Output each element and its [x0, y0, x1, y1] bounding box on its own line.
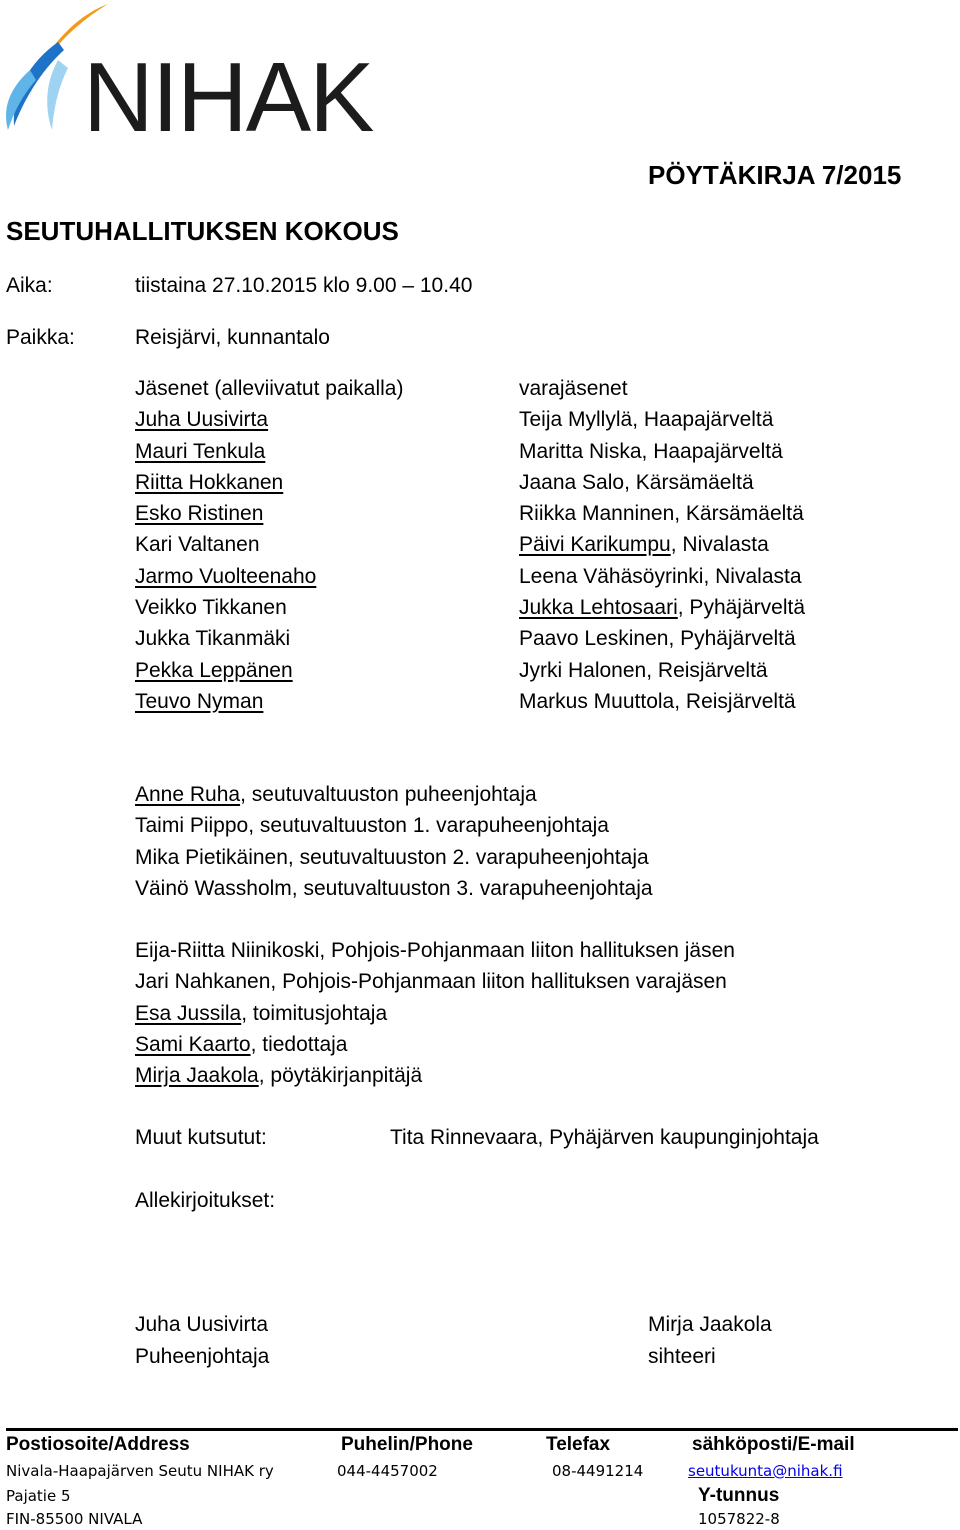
- other-name: Esa Jussila: [135, 1001, 242, 1025]
- member-item: Riitta Hokkanen: [135, 470, 284, 494]
- deputy-name: Päivi Karikumpu: [519, 533, 671, 557]
- footer-ytunnus-label: Y-tunnus: [698, 1485, 780, 1506]
- deputy-item: [519, 592, 805, 623]
- time-label: Aika:: [6, 274, 53, 297]
- deputy-name: Leena Vähäsöyrinki: [519, 564, 704, 588]
- deputy-item: [519, 404, 805, 435]
- footer-phone-header: Puhelin/Phone: [341, 1434, 473, 1455]
- deputy-town: , Kärsämäeltä: [624, 470, 754, 494]
- members-header: Jäsenet (alleviivatut paikalla): [135, 377, 404, 400]
- signature-left-name: Juha Uusivirta: [135, 1313, 269, 1336]
- member-item: Jukka Tikanmäki: [135, 627, 291, 651]
- deputy-item: [519, 655, 805, 686]
- nihak-logo: [0, 0, 373, 152]
- deputy-town: , Nivalasta: [703, 564, 802, 588]
- other-role: , tiedottaja: [250, 1032, 348, 1056]
- deputy-name: Jaana Salo: [519, 470, 625, 494]
- footer-email-header: sähköposti/E-mail: [692, 1434, 855, 1455]
- deputy-name: Paavo Leskinen: [519, 627, 669, 651]
- other-item: [135, 935, 735, 966]
- deputy-item: [519, 561, 805, 592]
- footer-email-link[interactable]: seutukunta@nihak.fi: [688, 1462, 843, 1480]
- signature-right-name: Mirja Jaakola: [648, 1313, 772, 1336]
- signature-left-role: Puheenjohtaja: [135, 1345, 270, 1368]
- deputies-header: varajäsenet: [519, 377, 628, 400]
- footer-address-header: Postiosoite/Address: [6, 1434, 190, 1455]
- deputy-name: Jyrki Halonen: [519, 658, 647, 682]
- other-item: [135, 1029, 735, 1060]
- footer-fax: 08-4491214: [552, 1462, 644, 1480]
- member-item: Esko Ristinen: [135, 502, 264, 526]
- deputy-name: Jukka Lehtosaari: [519, 596, 678, 620]
- members-list: [135, 373, 403, 717]
- member-item: Pekka Leppänen: [135, 658, 293, 682]
- place-value: Reisjärvi, kunnantalo: [135, 326, 330, 349]
- meeting-title: SEUTUHALLITUKSEN KOKOUS: [6, 216, 399, 246]
- council-item: [135, 779, 653, 810]
- other-name: Mirja Jaakola: [135, 1064, 259, 1088]
- other-role: , Pohjois-Pohjanmaan liiton hallituksen jäsen: [319, 939, 735, 962]
- others-list: [135, 935, 735, 1091]
- deputy-town: , Pyhäjärveltä: [677, 596, 805, 620]
- deputy-name: Riikka Manninen: [519, 502, 675, 526]
- council-role: , seutuvaltuuston puheenjohtaja: [240, 783, 537, 806]
- council-role: , seutuvaltuuston 1. varapuheenjohtaja: [248, 814, 609, 838]
- deputies-list: [519, 373, 805, 717]
- footer-address-line: Nivala-Haapajärven Seutu NIHAK ry: [6, 1462, 274, 1480]
- other-role: , toimitusjohtaja: [241, 1001, 388, 1025]
- deputy-name: Markus Muuttola: [519, 689, 675, 713]
- council-name: Taimi Piippo: [135, 814, 249, 838]
- deputy-name: Maritta Niska: [519, 439, 642, 463]
- other-role: , pöytäkirjanpitäjä: [258, 1064, 423, 1088]
- footer-phone: 044-4457002: [337, 1462, 438, 1480]
- footer-address-line: FIN-85500 NIVALA: [6, 1510, 143, 1528]
- deputy-item: [519, 467, 805, 498]
- deputy-town: , Haapajärveltä: [641, 439, 783, 463]
- other-name: Sami Kaarto: [135, 1032, 251, 1056]
- council-name: Väinö Wassholm: [135, 876, 292, 900]
- other-role: , Pohjois-Pohjanmaan liiton hallituksen varajäsen: [270, 970, 727, 994]
- footer-ytunnus: 1057822-8: [698, 1510, 780, 1528]
- footer-address-line: Pajatie 5: [6, 1487, 71, 1505]
- other-item: [135, 1060, 735, 1091]
- deputy-item: [519, 623, 805, 654]
- member-item: Teuvo Nyman: [135, 689, 264, 713]
- deputy-name: Teija Myllylä: [519, 408, 633, 432]
- logo-wordmark: NIHAK: [83, 42, 373, 152]
- other-name: Eija-Riitta Niinikoski: [135, 939, 320, 962]
- footer-divider: [6, 1428, 958, 1431]
- deputy-town: , Haapajärveltä: [632, 408, 774, 432]
- council-name: Mika Pietikäinen: [135, 845, 288, 869]
- member-item: Jarmo Vuolteenaho: [135, 564, 317, 588]
- invited-value: Tita Rinnevaara, Pyhäjärven kaupunginjohtaja: [390, 1126, 819, 1149]
- deputy-item: [519, 529, 805, 560]
- footer-fax-header: Telefax: [546, 1434, 611, 1455]
- council-role: , seutuvaltuuston 3. varapuheenjohtaja: [291, 876, 653, 900]
- council-item: [135, 810, 653, 841]
- deputy-item: [519, 436, 805, 467]
- council-item: [135, 873, 653, 904]
- member-item: Mauri Tenkula: [135, 439, 266, 463]
- time-value: tiistaina 27.10.2015 klo 9.00 – 10.40: [135, 274, 473, 297]
- council-list: [135, 779, 653, 904]
- other-name: Jari Nahkanen: [135, 970, 271, 994]
- council-name: Anne Ruha: [135, 783, 241, 806]
- document-title: PÖYTÄKIRJA 7/2015: [648, 160, 902, 190]
- member-item: Kari Valtanen: [135, 533, 260, 557]
- deputy-town: , Pyhäjärveltä: [668, 627, 796, 651]
- signatures-label: Allekirjoitukset:: [135, 1189, 276, 1212]
- member-item: Juha Uusivirta: [135, 408, 269, 432]
- deputy-item: [519, 686, 805, 717]
- place-label: Paikka:: [6, 326, 75, 349]
- other-item: [135, 998, 735, 1029]
- deputy-town: , Kärsämäeltä: [674, 502, 804, 526]
- council-role: , seutuvaltuuston 2. varapuheenjohtaja: [287, 845, 649, 869]
- deputy-item: [519, 498, 805, 529]
- deputy-town: , Reisjärveltä: [646, 658, 768, 682]
- deputy-town: , Reisjärveltä: [674, 689, 796, 713]
- invited-label: Muut kutsutut:: [135, 1126, 267, 1149]
- other-item: [135, 966, 735, 997]
- deputy-town: , Nivalasta: [670, 533, 769, 557]
- signature-right-role: sihteeri: [648, 1345, 716, 1368]
- member-item: Veikko Tikkanen: [135, 596, 287, 620]
- council-item: [135, 842, 653, 873]
